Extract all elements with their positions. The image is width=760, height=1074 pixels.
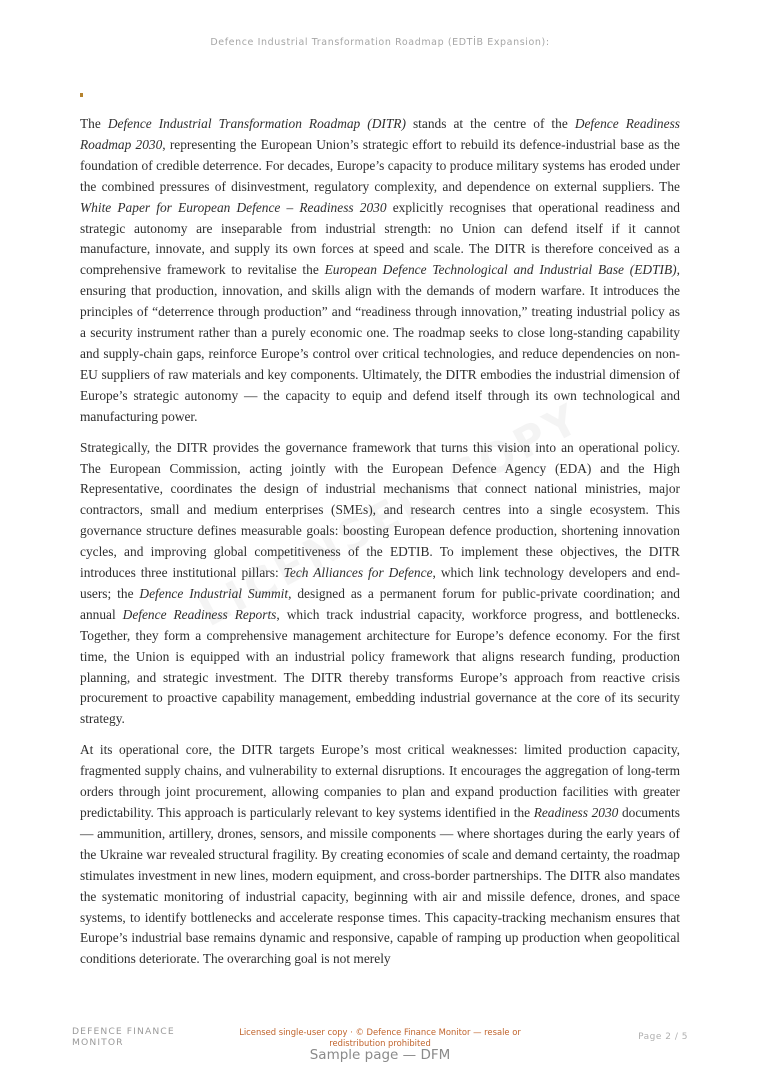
page-number: Page 2 / 5: [638, 1032, 688, 1042]
text-run: Strategically, the DITR provides the governance framework that turns this vision into an operational policy. The European Commission, acting jointly with the European Defence Agency (EDA) and the High Representative, coordinates the design of industrial mechanisms that connect national ministries, major contractors, small and medium enterprises (SMEs), and research centres into a single ecosystem. This governance structure defines measurable goals: boosting European defence production, shortening innovation cycles, and improving global competitiveness of the EDTIB. To implement these objectives, the DITR introduces three institutional pillars:: [80, 439, 680, 581]
text-run: , representing the European Union’s strategic effort to rebuild its defence-industrial base as the foundation of credible deterrence. For decades, Europe’s capacity to produce military systems has eroded under the combined pressures of disinvestment, regulatory complexity, and dependence on external suppliers. The: [80, 136, 680, 194]
italic-term: Defence Industrial Transformation Roadmap (DITR): [107, 116, 406, 131]
paragraph-3: [80, 740, 680, 970]
text-run: At its operational core, the DITR targets Europe’s most critical weaknesses: limited production capacity, fragmented supply chains, and vulnerability to external disruptions. It encourages the aggregation of long-term orders through joint procurement, allowing companies to plan and expand production facilities with greater predictability. This approach is particularly relevant to key systems identified in the: [80, 742, 680, 820]
section-marker: [80, 93, 83, 97]
text-run: , ensuring that production, innovation, and skills align with the demands of modern warfare. It introduces the principles of “deterrence through production” and “readiness through innovation,” treating industrial policy as a security instrument rather than a purely economic one. The roadmap seeks to close long-standing capability and supply-chain gaps, reinforce Europe’s control over critical technologies, and reduce dependencies on non-EU suppliers of raw materials and key components. Ultimately, the DITR embodies the industrial dimension of Europe’s strategic autonomy — the capacity to equip and defend itself through its own technological and manufacturing power.: [80, 262, 680, 424]
text-run: , which link technology developers and end-users; the: [80, 565, 680, 601]
text-run: , designed as a permanent forum for public-private coordination; and annual: [80, 585, 680, 622]
italic-term: Defence Industrial Summit: [139, 585, 289, 601]
document-body: [80, 114, 680, 980]
paragraph-1: [80, 114, 680, 428]
italic-term: Readiness 2030: [533, 805, 619, 820]
license-notice: Licensed single-user copy · © Defence Finance Monitor — resale or redistribution prohibited: [239, 1027, 521, 1048]
footer-brand-line: MONITOR: [72, 1037, 124, 1048]
paragraph-2: [80, 438, 680, 731]
text-run: , which track industrial capacity, workforce progress, and bottlenecks. Together, they form a comprehensive management architecture for Europe’s defence economy. For the first time, the Union is equipped with an industrial policy framework that aligns research funding, production planning, and strategic investment. The DITR thereby transforms Europe’s approach from reactive crisis procurement to proactive capability management, embedding industrial governance at the core of its security strategy.: [80, 606, 680, 727]
text-run: explicitly recognises that operational readiness and strategic autonomy are inseparable from industrial strength: no Union can defend itself if it cannot manufacture, innovate, and supply its own forces at speed and scale. The DITR is therefore conceived as a comprehensive framework to revitalise the: [80, 199, 680, 278]
italic-term: Defence Readiness Roadmap 2030: [80, 116, 680, 152]
italic-term: White Paper for European Defence – Readiness 2030: [80, 199, 387, 215]
text-run: documents — ammunition, artillery, drones, sensors, and missile components — where shortages during the early years of the Ukraine war revealed structural fragility. By creating economies of scale and demand certainty, the roadmap stimulates investment in new lines, modern equipment, and cross-border partnerships. The DITR also mandates the systematic monitoring of industrial capacity, beginning with air and missile defence, drones, and space systems, to identify bottlenecks and accelerate response times. This capacity-tracking mechanism ensures that Europe’s industrial base remains dynamic and responsive, capable of ramping up production when geopolitical conditions deteriorate. The overarching goal is not merely: [80, 805, 680, 967]
footer-brand-line: DEFENCE FINANCE: [72, 1026, 175, 1037]
sample-page-label: Sample page — DFM: [309, 1047, 451, 1063]
italic-term: Defence Readiness Reports: [122, 606, 277, 622]
text-run: The: [80, 116, 108, 131]
italic-term: European Defence Technological and Industrial Base (EDTIB): [324, 262, 677, 278]
text-run: stands at the centre of the: [405, 116, 575, 131]
running-header: Defence Industrial Transformation Roadmap (EDTİB Expansion):: [210, 37, 550, 48]
footer-brand: [72, 1026, 175, 1048]
italic-term: Tech Alliances for Defence: [283, 565, 433, 581]
